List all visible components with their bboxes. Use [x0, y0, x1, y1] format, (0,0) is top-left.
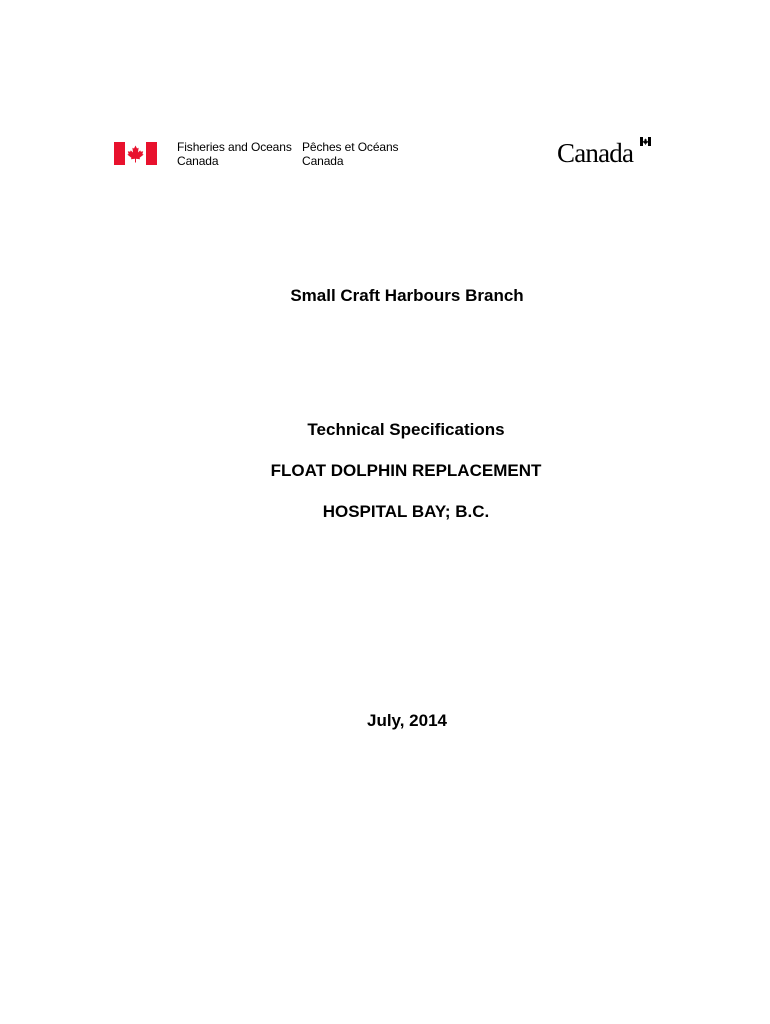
document-date: July, 2014 [366, 711, 448, 730]
department-name-line: Fisheries and Oceans [177, 140, 292, 154]
branch-name: Small Craft Harbours Branch [290, 286, 524, 305]
project-title: FLOAT DOLPHIN REPLACEMENT [270, 461, 542, 480]
department-name-line: Canada [302, 154, 344, 168]
department-name-line: Pêches et Océans [302, 140, 399, 154]
canada-wordmark [557, 136, 657, 168]
project-location: HOSPITAL BAY; B.C. [322, 502, 490, 521]
department-name-english [177, 140, 292, 168]
department-name-line: Canada [177, 154, 219, 168]
wordmark-flag-icon [640, 137, 651, 146]
wordmark-text: Canada [557, 138, 634, 168]
canada-flag-icon [114, 142, 157, 165]
document-header [0, 0, 770, 200]
department-name-french [302, 140, 398, 168]
document-type: Technical Specifications [307, 420, 505, 439]
